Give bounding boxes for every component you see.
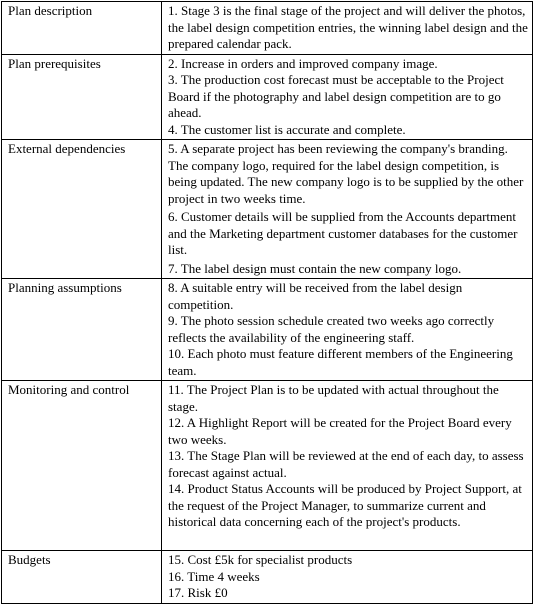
row-content-cell [162, 381, 533, 551]
table-row-budgets [2, 551, 533, 604]
row-content-cell [162, 551, 533, 604]
plan-item-11: 11. The Project Plan is to be updated with actual throughout the stage. [168, 382, 499, 414]
plan-item-17: 17. Risk £0 [168, 585, 228, 600]
row-label: Plan prerequisites [8, 55, 101, 71]
plan-item-2: 2. Increase in orders and improved company image. [168, 55, 438, 71]
plan-item-1: 1. Stage 3 is the final stage of the project and will deliver the photos, the label design competition entries, the winning label design and the prepared calendar pack. [168, 3, 528, 51]
row-label: Monitoring and control [8, 382, 130, 397]
plan-item-4: 4. The customer list is accurate and complete. [168, 121, 406, 137]
plan-item-15: 15. Cost £5k for specialist products [168, 552, 353, 567]
row-label: External dependencies [8, 141, 126, 156]
plan-item-12: 12. A Highlight Report will be created for the Project Board every two weeks. [168, 415, 512, 447]
row-label-cell [2, 140, 162, 279]
row-label: Plan description [8, 3, 93, 18]
plan-item-8: 8. A suitable entry will be received from the label design competition. [168, 280, 463, 312]
table-row-monitoring-and-control [2, 381, 533, 551]
plan-item-14: 14. Product Status Accounts will be produced by Project Support, at the request of the Project Manager, to summarize current and historical data concerning each of the project's products. [168, 481, 522, 529]
plan-item-13: 13. The Stage Plan will be reviewed at the end of each day, to assess forecast against actual. [168, 448, 524, 480]
stage-plan-table [1, 1, 533, 604]
plan-item-7: 7. The label design must contain the new company logo. [168, 260, 462, 276]
row-content-cell [162, 279, 533, 381]
row-label-cell [2, 54, 162, 140]
row-label: Planning assumptions [8, 280, 122, 295]
plan-item-5: 5. A separate project has been reviewing the company's branding. The company logo, required for the label design competition, is being updated. The new company logo is to be supplied by the other project in two weeks time. [168, 141, 524, 206]
plan-item-16: 16. Time 4 weeks [168, 568, 260, 584]
plan-item-10: 10. Each photo must feature different members of the Engineering team. [168, 346, 513, 378]
row-content-cell [162, 54, 533, 140]
table-row-plan-description [2, 2, 533, 55]
row-content-cell [162, 2, 533, 55]
plan-item-9: 9. The photo session schedule created two weeks ago correctly reflects the availability of the engineering staff. [168, 313, 495, 345]
row-label: Budgets [8, 552, 51, 567]
plan-item-6: 6. Customer details will be supplied from the Accounts department and the Marketing department customer databases for the customer list. [168, 209, 518, 257]
table-row-external-dependencies [2, 140, 533, 279]
table-row-planning-assumptions [2, 279, 533, 381]
row-label-cell [2, 551, 162, 604]
plan-item-3: 3. The production cost forecast must be acceptable to the Project Board if the photography and label design competition are to go ahead. [168, 72, 504, 120]
row-label-cell [2, 279, 162, 381]
row-content-cell [162, 140, 533, 279]
row-label-cell [2, 2, 162, 55]
table-row-plan-prerequisites [2, 54, 533, 140]
row-label-cell [2, 381, 162, 551]
